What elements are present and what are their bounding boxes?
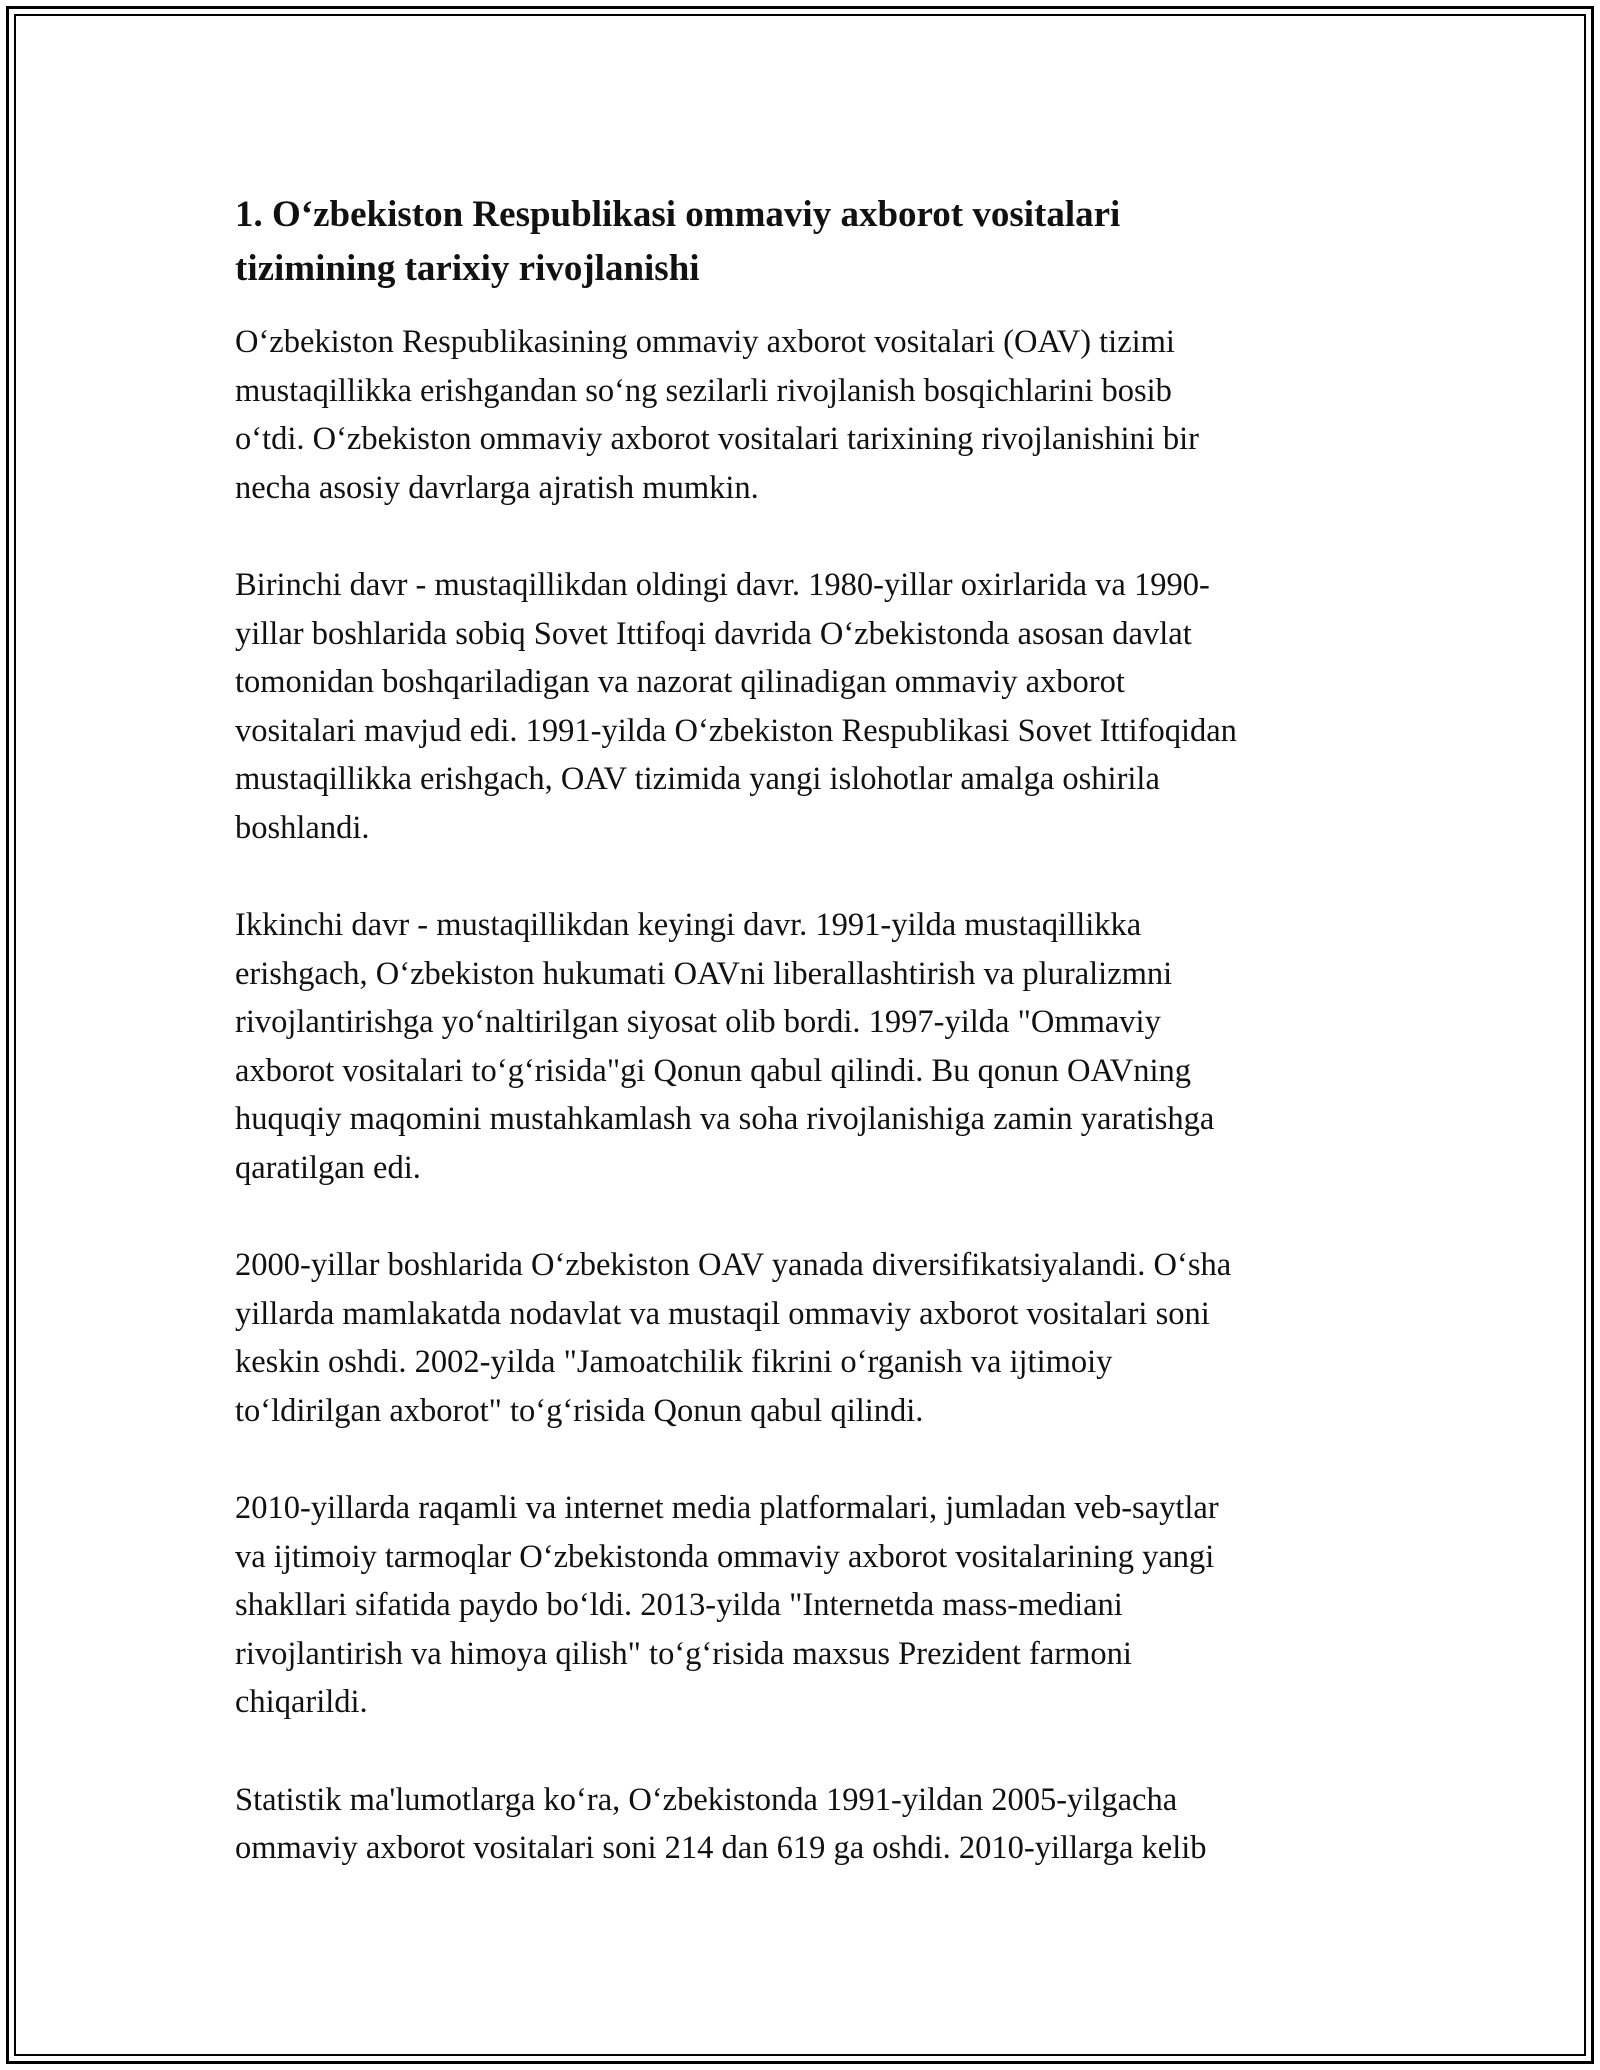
text-line: 2000-yillar boshlarida O‘zbekiston OAV yanada diversifikatsiyalandi. O‘sha xyxy=(235,1247,1232,1283)
paragraph-2000s xyxy=(235,1241,1385,1435)
paragraph-statistics xyxy=(235,1776,1385,1873)
section-title xyxy=(235,188,1385,296)
text-line: Statistik ma'lumotlarga ko‘ra, O‘zbekistonda 1991-yildan 2005-yilgacha xyxy=(235,1781,1178,1818)
text-line: qaratilgan edi. xyxy=(235,1149,421,1186)
text-line: chiqarildi. xyxy=(235,1684,368,1720)
text-line: keskin oshdi. 2002-yilda "Jamoatchilik fikrini o‘rganish va ijtimoiy xyxy=(235,1344,1113,1380)
text-line: axborot vositalari to‘g‘risida"gi Qonun qabul qilindi. Bu qonun OAVning xyxy=(235,1052,1191,1089)
title-line: tizimining tarixiy rivojlanishi xyxy=(235,248,700,289)
text-line: 2010-yillarda raqamli va internet media platformalari, jumladan veb-saytlar xyxy=(235,1490,1219,1526)
text-line: O‘zbekiston Respublikasining ommaviy axborot vositalari (OAV) tizimi xyxy=(235,324,1175,360)
text-line: rivojlantirish va himoya qilish" to‘g‘risida maxsus Prezident farmoni xyxy=(235,1635,1132,1672)
text-line: ommaviy axborot vositalari soni 214 dan 619 ga oshdi. 2010-yillarga kelib xyxy=(235,1830,1207,1866)
text-line: necha asosiy davrlarga ajratish mumkin. xyxy=(235,469,759,506)
text-line: o‘tdi. O‘zbekiston ommaviy axborot vositalari tarixining rivojlanishini bir xyxy=(235,421,1200,457)
text-line: vositalari mavjud edi. 1991-yilda O‘zbekiston Respublikasi Sovet Ittifoqidan xyxy=(235,712,1237,749)
text-line: to‘ldirilgan axborot" to‘g‘risida Qonun qabul qilindi. xyxy=(235,1392,924,1429)
text-line: shakllari sifatida paydo bo‘ldi. 2013-yilda "Internetda mass-mediani xyxy=(235,1587,1123,1623)
paragraph-intro xyxy=(235,318,1385,512)
text-line: Ikkinchi davr - mustaqillikdan keyingi davr. 1991-yilda mustaqillikka xyxy=(235,907,1142,943)
text-line: mustaqillikka erishgach, OAV tizimida yangi islohotlar amalga oshirila xyxy=(235,761,1160,797)
text-line: boshlandi. xyxy=(235,809,370,846)
text-line: rivojlantirishga yo‘naltirilgan siyosat olib bordi. 1997-yilda "Ommaviy xyxy=(235,1004,1161,1040)
paragraph-second-period xyxy=(235,901,1385,1192)
title-line: 1. O‘zbekiston Respublikasi ommaviy axborot vositalari xyxy=(235,194,1121,235)
text-line: yillar boshlarida sobiq Sovet Ittifoqi davrida O‘zbekistonda asosan davlat xyxy=(235,615,1192,652)
text-line: huquqiy maqomini mustahkamlash va soha rivojlanishiga zamin yaratishga xyxy=(235,1101,1215,1137)
text-line: Birinchi davr - mustaqillikdan oldingi davr. 1980-yillar oxirlarida va 1990- xyxy=(235,567,1210,603)
text-line: mustaqillikka erishgandan so‘ng sezilarli rivojlanish bosqichlarini bosib xyxy=(235,372,1172,409)
paragraph-first-period xyxy=(235,561,1385,852)
text-line: tomonidan boshqariladigan va nazorat qilinadigan ommaviy axborot xyxy=(235,664,1125,700)
paragraph-2010s xyxy=(235,1484,1385,1727)
document-body xyxy=(235,188,1385,1873)
text-line: erishgach, O‘zbekiston hukumati OAVni liberallashtirish va pluralizmni xyxy=(235,955,1173,992)
text-line: yillarda mamlakatda nodavlat va mustaqil ommaviy axborot vositalari soni xyxy=(235,1295,1210,1332)
text-line: va ijtimoiy tarmoqlar O‘zbekistonda ommaviy axborot vositalarining yangi xyxy=(235,1538,1215,1575)
